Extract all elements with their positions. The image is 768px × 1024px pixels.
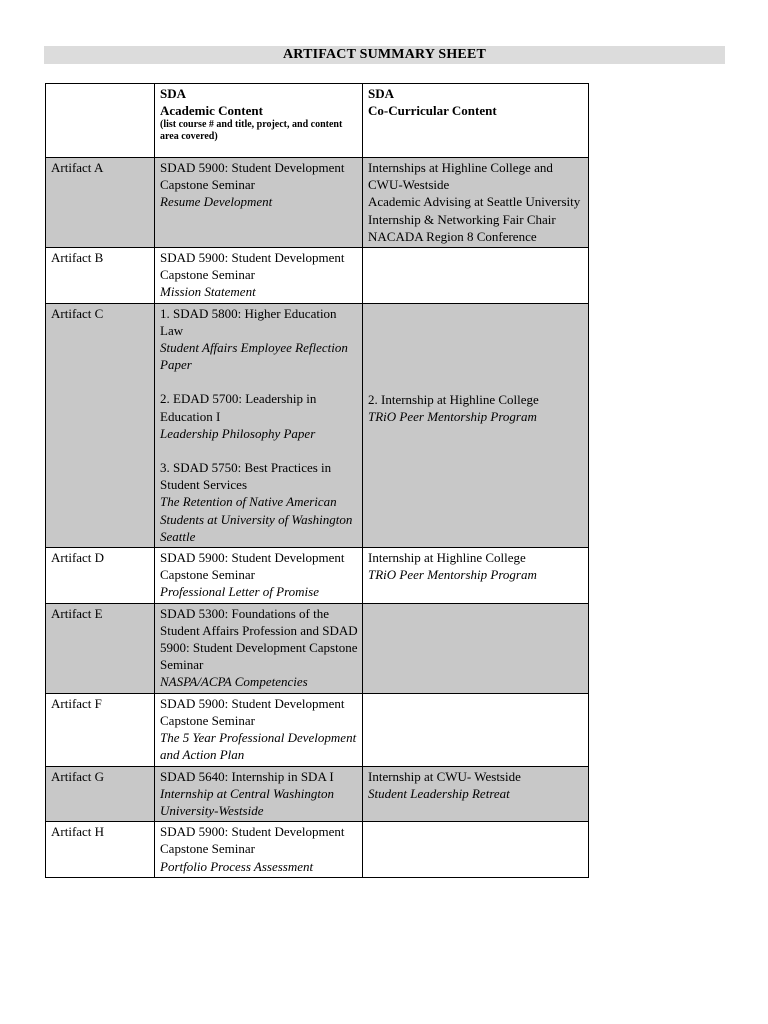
course-text: SDAD 5900: Student Development Capstone Seminar [160, 550, 345, 583]
header-academic-note: (list course # and title, project, and content area covered) [160, 119, 343, 143]
row-label: Artifact D [46, 548, 155, 604]
project-text: NASPA/ACPA Competencies [160, 674, 308, 690]
academic-cell [155, 248, 363, 304]
cocurricular-cell [363, 548, 589, 604]
course-text: SDAD 5900: Student Development Capstone Seminar [160, 250, 345, 283]
header-academic [155, 84, 363, 158]
table-row [46, 603, 589, 693]
project-text: The 5 Year Professional Development and Action Plan [160, 730, 357, 763]
project-text: Student Affairs Employee Reflection Paper [160, 340, 348, 373]
cocurricular-project: TRiO Peer Mentorship Program [368, 567, 537, 583]
cocurricular-line: NACADA Region 8 Conference [368, 228, 537, 244]
academic-cell [155, 822, 363, 878]
project-text: The Retention of Native American Students at University of Washington Seattle [160, 494, 353, 544]
row-label: Artifact G [46, 766, 155, 822]
course-text: SDAD 5900: Student Development Capstone Seminar [160, 695, 345, 728]
cocurricular-project: Student Leadership Retreat [368, 785, 510, 801]
table-row [46, 303, 589, 547]
cocurricular-cell [363, 603, 589, 693]
project-text: Professional Letter of Promise [160, 584, 320, 600]
cocurricular-line: Academic Advising at Seattle University [368, 194, 581, 210]
academic-cell [155, 548, 363, 604]
cocurricular-cell [363, 766, 589, 822]
header-cocurricular-line1: SDA [368, 86, 395, 101]
page-title: ARTIFACT SUMMARY SHEET [44, 46, 725, 64]
project-text: Leadership Philosophy Paper [160, 425, 316, 441]
table-row [46, 158, 589, 248]
header-blank-cell [46, 84, 155, 158]
cocurricular-course: Internship at Highline College [368, 550, 526, 566]
cocurricular-cell [363, 158, 589, 248]
project-text: Mission Statement [160, 284, 256, 300]
table-row [46, 766, 589, 822]
project-text: Resume Development [160, 194, 273, 210]
artifact-summary-table [45, 83, 589, 878]
academic-cell [155, 603, 363, 693]
course-text: 2. EDAD 5700: Leadership in Education I [160, 391, 317, 424]
cocurricular-course: Internship at CWU- Westside [368, 768, 521, 784]
header-row [46, 84, 589, 158]
cocurricular-cell [363, 248, 589, 304]
cocurricular-line: Internship & Networking Fair Chair [368, 211, 556, 227]
row-label: Artifact F [46, 693, 155, 766]
cocurricular-cell [363, 303, 589, 547]
academic-cell [155, 303, 363, 547]
academic-cell [155, 693, 363, 766]
header-academic-line2: Academic Content [160, 103, 263, 119]
cocurricular-line: Internships at Highline College and CWU-Westside [368, 160, 553, 193]
cocurricular-cell [363, 693, 589, 766]
header-cocurricular-line2: Co-Curricular Content [368, 103, 497, 119]
academic-cell [155, 766, 363, 822]
table-row [46, 693, 589, 766]
row-label: Artifact B [46, 248, 155, 304]
course-text: SDAD 5640: Internship in SDA I [160, 768, 334, 784]
row-label: Artifact E [46, 603, 155, 693]
table-row [46, 822, 589, 878]
row-label: Artifact A [46, 158, 155, 248]
academic-cell [155, 158, 363, 248]
course-text: SDAD 5900: Student Development Capstone Seminar [160, 824, 345, 857]
header-cocurricular [363, 84, 589, 158]
course-text: SDAD 5300: Foundations of the Student Affairs Profession and SDAD 5900: Student Development Capstone Seminar [160, 605, 358, 673]
course-text: 1. SDAD 5800: Higher Education Law [160, 305, 337, 338]
row-label: Artifact C [46, 303, 155, 547]
project-text: Portfolio Process Assessment [160, 858, 314, 874]
table-row [46, 548, 589, 604]
header-academic-line1: SDA [160, 86, 187, 101]
project-text: Internship at Central Washington University-Westside [160, 785, 334, 818]
cocurricular-cell [363, 822, 589, 878]
row-label: Artifact H [46, 822, 155, 878]
course-text: 3. SDAD 5750: Best Practices in Student Services [160, 460, 332, 493]
table-row [46, 248, 589, 304]
course-text: SDAD 5900: Student Development Capstone Seminar [160, 160, 345, 193]
cocurricular-project: TRiO Peer Mentorship Program [368, 408, 537, 424]
cocurricular-course: 2. Internship at Highline College [368, 391, 539, 407]
